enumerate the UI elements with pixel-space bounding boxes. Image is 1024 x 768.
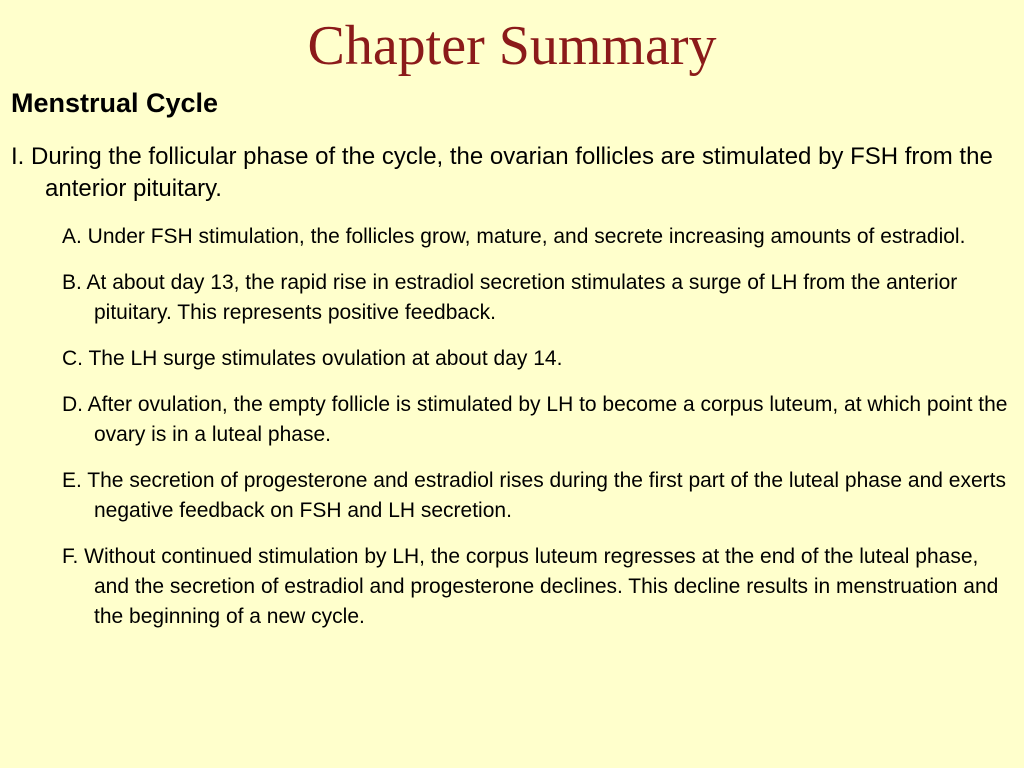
slide-title: Chapter Summary [307,15,717,77]
subpoint-list [62,222,1018,648]
main-point: I. During the follicular phase of the cycle, the ovarian follicles are stimulated by FSH from the anterior pituitary. [11,143,993,202]
subpoint-a: A. Under FSH stimulation, the follicles grow, mature, and secrete increasing amounts of estradiol. [62,225,966,248]
subpoint-e: E. The secretion of progesterone and estradiol rises during the first part of the luteal phase and exerts negative feedback on FSH and LH secretion. [62,469,1006,522]
subpoint-d: D. After ovulation, the empty follicle is stimulated by LH to become a corpus luteum, at which point the ovary is in a luteal phase. [62,393,1008,446]
subpoint-f: F. Without continued stimulation by LH, the corpus luteum regresses at the end of the luteal phase, and the secretion of estradiol and progesterone declines. This decline results in menstruation and the beginning of a new cycle. [62,545,999,628]
subpoint-b: B. At about day 13, the rapid rise in estradiol secretion stimulates a surge of LH from the anterior pituitary. This represents positive feedback. [62,271,958,324]
subpoint-c: C. The LH surge stimulates ovulation at about day 14. [62,347,563,370]
section-heading: Menstrual Cycle [11,88,219,118]
